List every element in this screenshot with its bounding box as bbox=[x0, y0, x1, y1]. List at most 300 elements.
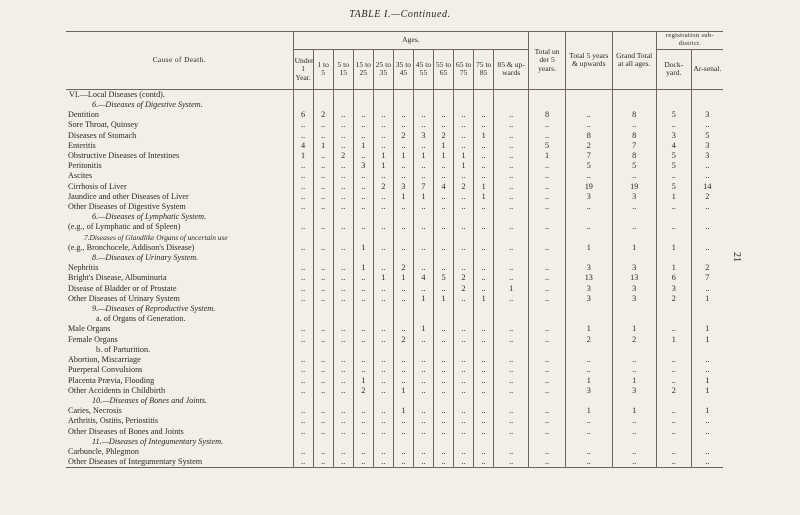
table-cell: .. bbox=[454, 457, 474, 468]
table-cell: 3 bbox=[656, 284, 691, 294]
row-label: Abortion, Miscarriage bbox=[68, 355, 141, 365]
grand-total-header: Grand Total at all ages. bbox=[612, 32, 656, 90]
table-cell: 1 bbox=[656, 243, 691, 253]
table-cell bbox=[293, 304, 313, 314]
table-row bbox=[66, 182, 723, 192]
row-label: 6.—Diseases of Digestive System. bbox=[92, 100, 203, 110]
table-cell: 1 bbox=[353, 141, 373, 151]
table-cell: 5 bbox=[656, 182, 691, 192]
table-cell: 1 bbox=[393, 406, 413, 416]
table-cell: .. bbox=[293, 120, 313, 130]
table-cell: .. bbox=[393, 120, 413, 130]
table-cell: 3 bbox=[566, 284, 612, 294]
row-label: 7.Diseases of Glandlike Organs of uncertain use bbox=[84, 232, 228, 242]
table-cell: .. bbox=[434, 365, 454, 375]
table-cell: .. bbox=[454, 355, 474, 365]
row-label: Jaundice and other Diseases of Liver bbox=[68, 191, 189, 201]
table-cell: .. bbox=[474, 355, 494, 365]
table-cell: 3 bbox=[691, 151, 723, 161]
table-cell: .. bbox=[353, 416, 373, 426]
row-label: Male Organs bbox=[68, 324, 111, 334]
table-cell bbox=[454, 253, 474, 263]
table-cell bbox=[474, 212, 494, 222]
table-cell bbox=[529, 89, 566, 100]
table-cell: .. bbox=[413, 335, 433, 345]
table-cell: .. bbox=[353, 427, 373, 437]
table-cell bbox=[373, 233, 393, 243]
table-cell bbox=[293, 345, 313, 355]
table-cell bbox=[434, 345, 454, 355]
table-cell: .. bbox=[529, 161, 566, 171]
total-under5-header: Total un der 5 years. bbox=[529, 32, 566, 90]
table-cell: 1 bbox=[494, 284, 529, 294]
table-cell bbox=[474, 233, 494, 243]
table-cell bbox=[612, 233, 656, 243]
table-row bbox=[66, 386, 723, 396]
table-cell bbox=[434, 100, 454, 110]
table-cell: 2 bbox=[454, 182, 474, 192]
table-cell: 1 bbox=[474, 192, 494, 202]
table-cell bbox=[691, 304, 723, 314]
table-cell: .. bbox=[474, 386, 494, 396]
table-cell: .. bbox=[474, 376, 494, 386]
table-cell bbox=[413, 437, 433, 447]
table-cell bbox=[393, 253, 413, 263]
registration-header: registration sub-district. bbox=[656, 32, 723, 50]
row-label: Carbuncle, Phlegmon bbox=[68, 446, 139, 456]
row-label: a. of Organs of Generation. bbox=[96, 314, 186, 324]
table-cell bbox=[656, 233, 691, 243]
table-cell: .. bbox=[494, 151, 529, 161]
table-cell: .. bbox=[454, 427, 474, 437]
table-cell: .. bbox=[353, 406, 373, 416]
table-cell: .. bbox=[474, 202, 494, 212]
table-cell: .. bbox=[313, 171, 333, 181]
age-column-header: 5 to 15 bbox=[333, 49, 353, 89]
table-cell bbox=[529, 396, 566, 406]
table-cell: .. bbox=[293, 131, 313, 141]
table-cell: .. bbox=[313, 294, 333, 304]
table-cell: .. bbox=[434, 192, 454, 202]
table-cell: .. bbox=[494, 263, 529, 273]
table-cell: .. bbox=[393, 355, 413, 365]
table-row bbox=[66, 120, 723, 130]
table-cell: 7 bbox=[612, 141, 656, 151]
table-cell: 5 bbox=[691, 131, 723, 141]
table-cell: .. bbox=[612, 202, 656, 212]
row-label: 10.—Diseases of Bones and Joints. bbox=[92, 395, 208, 405]
table-cell: .. bbox=[393, 416, 413, 426]
table-cell bbox=[333, 314, 353, 324]
row-label: 11.—Diseases of Integumentary System. bbox=[92, 436, 224, 446]
table-cell: .. bbox=[373, 243, 393, 253]
table-cell bbox=[313, 89, 333, 100]
table-cell bbox=[474, 253, 494, 263]
table-cell: .. bbox=[313, 222, 333, 232]
table-cell bbox=[333, 100, 353, 110]
table-cell: .. bbox=[691, 416, 723, 426]
table-cell: .. bbox=[612, 365, 656, 375]
table-cell bbox=[656, 304, 691, 314]
table-row bbox=[66, 151, 723, 161]
table-cell: 3 bbox=[566, 386, 612, 396]
table-cell: .. bbox=[691, 120, 723, 130]
table-cell: .. bbox=[691, 202, 723, 212]
table-cell: 1 bbox=[353, 263, 373, 273]
table-cell bbox=[566, 100, 612, 110]
table-cell: .. bbox=[529, 182, 566, 192]
table-cell bbox=[353, 396, 373, 406]
table-cell bbox=[313, 304, 333, 314]
table-cell: .. bbox=[353, 447, 373, 457]
row-label: Other Diseases of Urinary System bbox=[68, 293, 180, 303]
table-cell: 1 bbox=[434, 151, 454, 161]
table-cell: .. bbox=[373, 457, 393, 468]
table-cell: .. bbox=[413, 416, 433, 426]
table-cell: .. bbox=[566, 110, 612, 120]
table-cell: .. bbox=[434, 263, 454, 273]
table-cell: .. bbox=[474, 161, 494, 171]
table-cell bbox=[691, 437, 723, 447]
table-cell: .. bbox=[494, 110, 529, 120]
table-cell: 2 bbox=[333, 151, 353, 161]
table-cell: .. bbox=[373, 263, 393, 273]
table-cell: .. bbox=[566, 202, 612, 212]
table-cell bbox=[434, 89, 454, 100]
table-cell bbox=[656, 89, 691, 100]
table-cell: .. bbox=[656, 355, 691, 365]
table-cell bbox=[529, 304, 566, 314]
table-cell: .. bbox=[353, 110, 373, 120]
table-cell bbox=[656, 253, 691, 263]
table-cell: .. bbox=[656, 365, 691, 375]
row-label: 8.—Diseases of Urinary System. bbox=[92, 253, 199, 263]
row-label: Enteritis bbox=[68, 140, 96, 150]
table-cell: .. bbox=[293, 192, 313, 202]
table-row bbox=[66, 212, 723, 222]
table-cell bbox=[494, 233, 529, 243]
table-cell: .. bbox=[494, 365, 529, 375]
table-cell bbox=[494, 253, 529, 263]
table-cell: .. bbox=[474, 284, 494, 294]
table-cell: 2 bbox=[353, 386, 373, 396]
table-cell: .. bbox=[691, 284, 723, 294]
table-cell: .. bbox=[293, 457, 313, 468]
table-row bbox=[66, 233, 723, 243]
table-cell bbox=[529, 314, 566, 324]
table-cell: 2 bbox=[434, 131, 454, 141]
table-cell bbox=[373, 304, 393, 314]
table-cell: .. bbox=[612, 427, 656, 437]
table-cell: .. bbox=[434, 376, 454, 386]
table-row bbox=[66, 437, 723, 447]
table-cell bbox=[529, 437, 566, 447]
table-cell: .. bbox=[691, 457, 723, 468]
table-cell bbox=[373, 437, 393, 447]
table-cell: .. bbox=[529, 416, 566, 426]
table-cell: .. bbox=[393, 365, 413, 375]
table-cell: .. bbox=[333, 243, 353, 253]
table-cell: 1 bbox=[529, 151, 566, 161]
table-cell: .. bbox=[313, 447, 333, 457]
table-cell bbox=[393, 304, 413, 314]
table-cell bbox=[413, 212, 433, 222]
table-cell bbox=[353, 100, 373, 110]
table-cell: .. bbox=[656, 376, 691, 386]
table-cell bbox=[313, 396, 333, 406]
table-cell: .. bbox=[529, 171, 566, 181]
table-cell: .. bbox=[691, 243, 723, 253]
table-cell: .. bbox=[691, 355, 723, 365]
table-cell: .. bbox=[373, 110, 393, 120]
table-cell: .. bbox=[566, 416, 612, 426]
table-cell bbox=[474, 100, 494, 110]
table-row bbox=[66, 345, 723, 355]
table-cell: 1 bbox=[656, 192, 691, 202]
table-cell bbox=[434, 212, 454, 222]
table-cell: .. bbox=[529, 284, 566, 294]
table-cell: .. bbox=[373, 192, 393, 202]
table-cell: .. bbox=[333, 406, 353, 416]
row-label: Other Diseases of Bones and Joints bbox=[68, 426, 184, 436]
table-cell: 1 bbox=[474, 131, 494, 141]
table-row bbox=[66, 141, 723, 151]
table-cell: 4 bbox=[434, 182, 454, 192]
table-cell: .. bbox=[691, 427, 723, 437]
table-cell: .. bbox=[373, 427, 393, 437]
table-cell: 1 bbox=[373, 273, 393, 283]
table-cell: 1 bbox=[656, 335, 691, 345]
table-cell: .. bbox=[529, 365, 566, 375]
table-cell: 4 bbox=[656, 141, 691, 151]
row-label: b. of Parturition. bbox=[96, 344, 151, 354]
table-cell: 3 bbox=[691, 110, 723, 120]
table-cell: .. bbox=[413, 355, 433, 365]
table-cell: .. bbox=[353, 171, 373, 181]
table-cell: .. bbox=[413, 222, 433, 232]
table-cell: 1 bbox=[393, 192, 413, 202]
row-label: Dentition bbox=[68, 110, 99, 120]
table-cell: .. bbox=[373, 284, 393, 294]
table-row bbox=[66, 243, 723, 253]
cause-header: Cause of Death. bbox=[66, 32, 293, 90]
age-column-header: 1 to 5 bbox=[313, 49, 333, 89]
age-column-header: 75 to 85 bbox=[474, 49, 494, 89]
table-row bbox=[66, 273, 723, 283]
table-cell: .. bbox=[474, 222, 494, 232]
table-cell: .. bbox=[474, 263, 494, 273]
table-cell: .. bbox=[454, 192, 474, 202]
table-cell: .. bbox=[353, 202, 373, 212]
table-cell: 1 bbox=[393, 151, 413, 161]
table-cell bbox=[393, 314, 413, 324]
table-cell: .. bbox=[393, 202, 413, 212]
row-label: Cirrhosis of Liver bbox=[68, 181, 127, 191]
table-cell: .. bbox=[393, 161, 413, 171]
table-cell bbox=[393, 396, 413, 406]
table-cell bbox=[566, 253, 612, 263]
table-row bbox=[66, 324, 723, 334]
table-cell: .. bbox=[529, 324, 566, 334]
table-cell: .. bbox=[434, 171, 454, 181]
table-cell: 8 bbox=[566, 131, 612, 141]
table-cell: .. bbox=[393, 110, 413, 120]
table-cell: 1 bbox=[474, 294, 494, 304]
row-label: Diseases of Stomach bbox=[68, 130, 137, 140]
table-cell: .. bbox=[529, 447, 566, 457]
table-cell: .. bbox=[474, 120, 494, 130]
table-cell: .. bbox=[494, 182, 529, 192]
table-cell: .. bbox=[529, 243, 566, 253]
table-cell: .. bbox=[293, 222, 313, 232]
table-cell: .. bbox=[293, 416, 313, 426]
table-cell bbox=[474, 437, 494, 447]
table-cell: .. bbox=[313, 273, 333, 283]
table-cell: .. bbox=[393, 171, 413, 181]
table-cell: .. bbox=[566, 427, 612, 437]
table-cell: .. bbox=[434, 386, 454, 396]
table-cell bbox=[293, 89, 313, 100]
table-cell: .. bbox=[333, 416, 353, 426]
table-row bbox=[66, 263, 723, 273]
table-cell bbox=[393, 437, 413, 447]
table-cell: .. bbox=[373, 294, 393, 304]
table-cell bbox=[691, 253, 723, 263]
table-cell: .. bbox=[413, 365, 433, 375]
table-cell: .. bbox=[413, 171, 433, 181]
table-cell: .. bbox=[393, 294, 413, 304]
table-cell bbox=[612, 437, 656, 447]
table-cell: 1 bbox=[612, 376, 656, 386]
table-cell: .. bbox=[413, 284, 433, 294]
table-cell: .. bbox=[393, 447, 413, 457]
table-cell bbox=[566, 314, 612, 324]
row-label: Other Diseases of Integumentary System bbox=[66, 457, 293, 468]
table-cell bbox=[494, 304, 529, 314]
table-cell: .. bbox=[413, 406, 433, 416]
table-cell: .. bbox=[494, 447, 529, 457]
table-cell: .. bbox=[413, 376, 433, 386]
table-cell: .. bbox=[529, 376, 566, 386]
table-cell: .. bbox=[333, 192, 353, 202]
table-cell bbox=[293, 212, 313, 222]
table-cell bbox=[313, 253, 333, 263]
table-cell: 2 bbox=[691, 263, 723, 273]
table-cell: .. bbox=[413, 263, 433, 273]
table-cell: 2 bbox=[454, 273, 474, 283]
table-cell bbox=[454, 396, 474, 406]
table-cell: .. bbox=[434, 447, 454, 457]
table-cell: .. bbox=[333, 355, 353, 365]
table-cell: .. bbox=[494, 406, 529, 416]
mortality-table bbox=[66, 31, 723, 468]
table-cell: .. bbox=[313, 376, 333, 386]
table-cell: .. bbox=[529, 427, 566, 437]
table-cell: .. bbox=[293, 406, 313, 416]
table-cell: 1 bbox=[373, 151, 393, 161]
table-cell: .. bbox=[293, 273, 313, 283]
table-cell: .. bbox=[413, 447, 433, 457]
table-cell bbox=[494, 437, 529, 447]
table-cell: .. bbox=[656, 406, 691, 416]
table-cell bbox=[566, 89, 612, 100]
table-cell bbox=[333, 437, 353, 447]
table-body bbox=[66, 89, 723, 468]
table-cell bbox=[293, 437, 313, 447]
table-cell: 2 bbox=[566, 141, 612, 151]
table-cell: .. bbox=[333, 263, 353, 273]
table-cell: 2 bbox=[454, 284, 474, 294]
table-cell: .. bbox=[454, 171, 474, 181]
row-label: Placenta Prævia, Flooding bbox=[68, 375, 155, 385]
table-cell bbox=[293, 233, 313, 243]
table-cell: 1 bbox=[413, 151, 433, 161]
table-cell: .. bbox=[691, 222, 723, 232]
table-cell: 1 bbox=[691, 386, 723, 396]
table-cell: 2 bbox=[566, 335, 612, 345]
table-cell: .. bbox=[494, 335, 529, 345]
table-cell bbox=[373, 253, 393, 263]
table-cell: 5 bbox=[434, 273, 454, 283]
table-cell: .. bbox=[656, 324, 691, 334]
table-cell: 1 bbox=[691, 376, 723, 386]
table-cell bbox=[454, 100, 474, 110]
table-cell: 2 bbox=[393, 263, 413, 273]
table-cell: .. bbox=[529, 457, 566, 468]
table-cell bbox=[691, 212, 723, 222]
table-cell: .. bbox=[529, 222, 566, 232]
table-cell bbox=[313, 212, 333, 222]
table-cell bbox=[529, 212, 566, 222]
table-cell: 5 bbox=[656, 110, 691, 120]
table-cell: 1 bbox=[413, 294, 433, 304]
table-cell: .. bbox=[454, 141, 474, 151]
table-cell bbox=[434, 304, 454, 314]
table-cell: .. bbox=[434, 457, 454, 468]
table-cell: .. bbox=[413, 386, 433, 396]
table-cell bbox=[474, 396, 494, 406]
table-cell: .. bbox=[474, 243, 494, 253]
table-cell bbox=[373, 100, 393, 110]
row-label: Caries, Necrosis bbox=[68, 406, 122, 416]
table-cell: .. bbox=[413, 161, 433, 171]
table-cell bbox=[612, 396, 656, 406]
table-cell: .. bbox=[393, 141, 413, 151]
table-cell: .. bbox=[529, 120, 566, 130]
table-cell: .. bbox=[293, 243, 313, 253]
table-cell: .. bbox=[373, 324, 393, 334]
table-cell: .. bbox=[454, 416, 474, 426]
table-cell: .. bbox=[474, 406, 494, 416]
table-cell bbox=[612, 345, 656, 355]
table-cell bbox=[333, 345, 353, 355]
table-cell bbox=[353, 304, 373, 314]
table-cell: .. bbox=[333, 141, 353, 151]
table-cell: .. bbox=[313, 182, 333, 192]
table-row bbox=[66, 376, 723, 386]
table-cell: .. bbox=[566, 355, 612, 365]
table-row bbox=[66, 131, 723, 141]
table-cell: .. bbox=[474, 427, 494, 437]
table-cell: .. bbox=[691, 161, 723, 171]
page-number: 21 bbox=[731, 252, 742, 262]
row-label: (e.g., Bronchocele, Addison's Disease) bbox=[68, 242, 195, 252]
row-label: Puerperal Convulsions bbox=[68, 365, 143, 375]
table-cell: 1 bbox=[353, 243, 373, 253]
table-cell: .. bbox=[474, 416, 494, 426]
table-cell: 5 bbox=[529, 141, 566, 151]
table-cell: .. bbox=[413, 457, 433, 468]
